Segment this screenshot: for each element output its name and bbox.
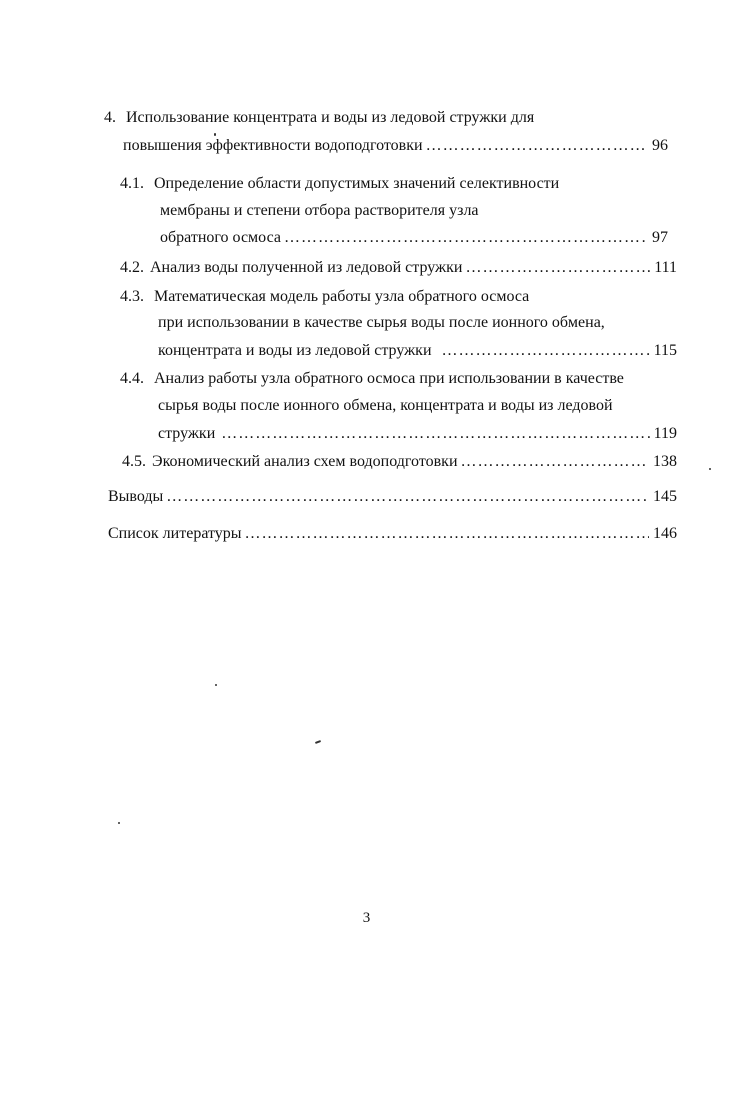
toc-section-4-1-page: 97 <box>652 229 668 246</box>
page-number: 3 <box>362 910 371 926</box>
toc-chapter-4-number: 4. <box>104 109 116 126</box>
scan-speck <box>709 468 711 470</box>
scan-speck <box>215 684 217 686</box>
toc-section-4-4-title-line1: Анализ работы узла обратного осмоса при использовании в качестве <box>154 370 624 387</box>
leader-dots <box>426 136 648 156</box>
leader-dots <box>284 228 648 248</box>
toc-entry-section-4-1[interactable] <box>160 228 668 248</box>
toc-entry-section-4-4[interactable] <box>158 424 677 444</box>
toc-section-4-2-title: Анализ воды полученной из ледовой стружки <box>150 259 463 276</box>
toc-section-4-1-title-line2: мембраны и степени отбора растворителя узла <box>160 202 479 219</box>
leader-dots <box>166 487 649 507</box>
leader-dots <box>465 258 650 278</box>
toc-section-4-3-number: 4.3. <box>120 288 144 305</box>
toc-section-4-1-number: 4.1. <box>120 175 144 192</box>
toc-section-4-4-first-line <box>120 369 624 389</box>
toc-chapter-4-page: 96 <box>652 137 668 154</box>
toc-section-4-4-title-line3: стружки <box>158 425 216 442</box>
leader-dots <box>442 341 650 361</box>
toc-entry-conclusions[interactable] <box>108 487 677 507</box>
toc-section-4-5-number: 4.5. <box>122 453 146 470</box>
toc-entry-section-4-2[interactable] <box>120 258 677 278</box>
toc-section-4-3-title-line3: концентрата и воды из ледовой стружки <box>158 342 432 359</box>
toc-conclusions-title: Выводы <box>108 488 164 505</box>
toc-conclusions-page: 145 <box>653 488 677 505</box>
toc-references-page: 146 <box>653 525 677 542</box>
toc-entry-references[interactable] <box>108 524 677 544</box>
scan-speck <box>315 740 321 744</box>
toc-section-4-5-page: 138 <box>653 453 677 470</box>
toc-entry-section-4-3[interactable] <box>158 341 677 361</box>
leader-dots <box>221 424 649 444</box>
toc-section-4-5-title: Экономический анализ схем водоподготовки <box>152 453 458 470</box>
toc-entry-chapter-4[interactable] <box>123 136 668 156</box>
toc-chapter-4-title-line1: Использование концентрата и воды из ледовой стружки для <box>126 109 535 126</box>
toc-section-4-3-title-line1: Математическая модель работы узла обратного осмоса <box>154 288 530 305</box>
leader-dots <box>461 452 650 472</box>
toc-chapter-4-first-line <box>104 108 534 128</box>
toc-section-4-1-first-line <box>120 174 559 194</box>
toc-section-4-3-first-line <box>120 287 529 307</box>
toc-references-title: Список литературы <box>108 525 242 542</box>
toc-entry-section-4-5[interactable] <box>122 452 677 472</box>
toc-section-4-1-title-line1: Определение области допустимых значений селективности <box>154 175 560 192</box>
scan-speck <box>214 133 216 136</box>
leader-dots <box>245 524 649 544</box>
scan-speck <box>118 822 120 824</box>
toc-section-4-1-title-line3: обратного осмоса <box>160 229 281 246</box>
toc-section-4-2-page: 111 <box>654 259 677 276</box>
toc-section-4-4-page: 119 <box>653 425 677 442</box>
toc-section-4-4-number: 4.4. <box>120 370 144 387</box>
toc-section-4-4-title-line2: сырья воды после ионного обмена, концентрата и воды из ледовой <box>158 397 613 414</box>
toc-section-4-2-number: 4.2. <box>120 259 144 276</box>
toc-section-4-3-page: 115 <box>653 342 677 359</box>
toc-chapter-4-title-line2: повышения эффективности водоподготовки <box>123 137 423 154</box>
toc-section-4-3-title-line2: при использовании в качестве сырья воды после ионного обмена, <box>158 314 605 331</box>
